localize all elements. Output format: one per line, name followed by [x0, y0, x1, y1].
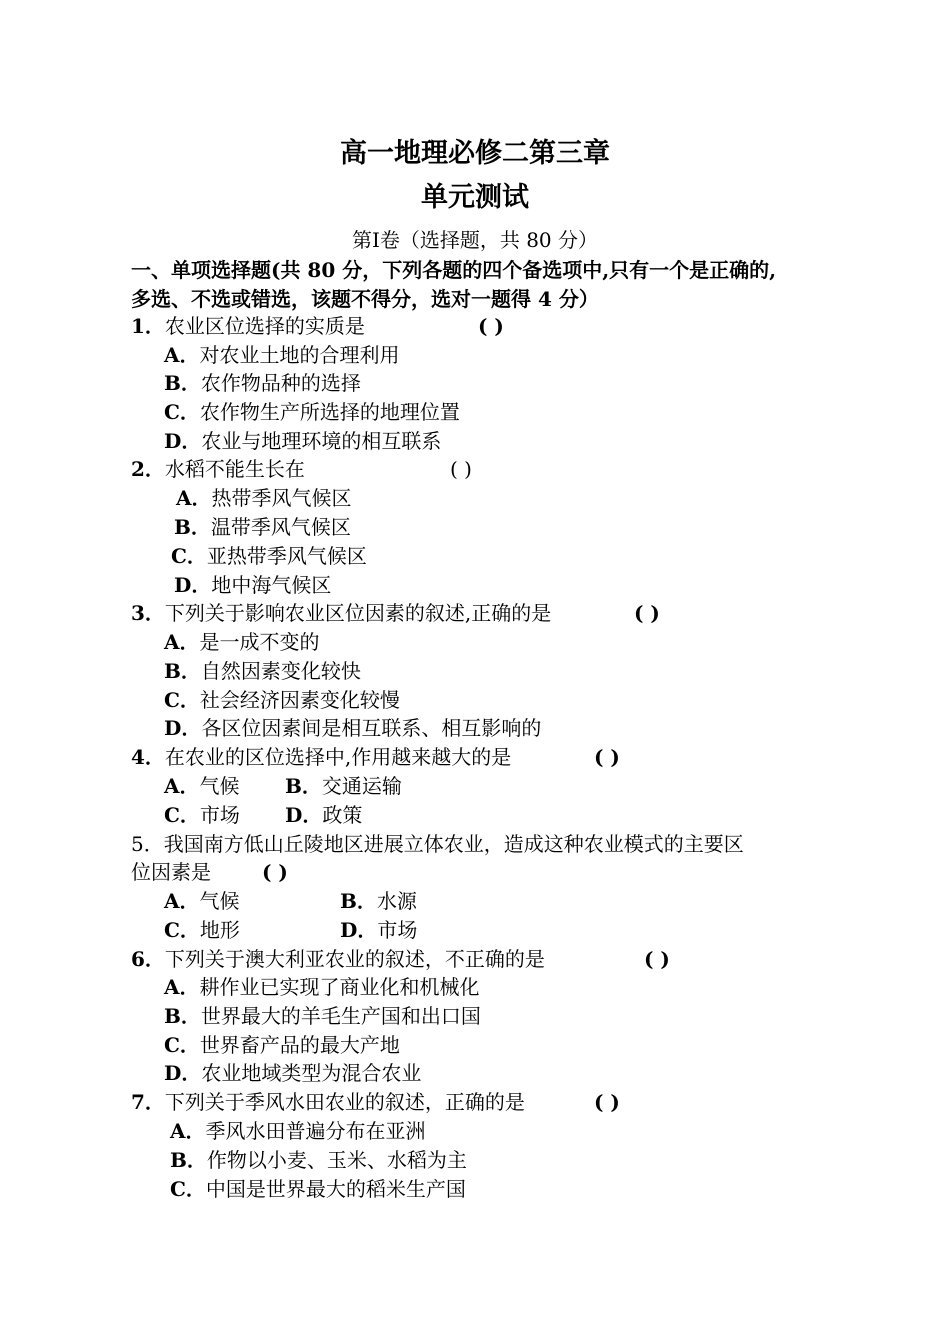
option-letter: A．: [164, 343, 200, 367]
option-letter: B．: [164, 659, 201, 683]
question-3: [131, 599, 551, 627]
question-stem: 农业区位选择的实质是: [164, 314, 365, 338]
option-a: [164, 628, 320, 656]
answer-blank: ( ): [644, 947, 670, 971]
option-b: [164, 369, 361, 397]
option-letter: D．: [285, 803, 323, 827]
option-c: [170, 1175, 466, 1203]
option-text: 农作物品种的选择: [200, 371, 361, 395]
option-text: 热带季风气候区: [211, 486, 352, 510]
option-a: [164, 887, 240, 915]
option-letter: D．: [164, 429, 202, 453]
section-instructions: 一、单项选择题(共 80 分，下列各题的四个备选项中,只有一个是正确的,: [131, 258, 777, 282]
question-number: 1．: [131, 314, 165, 338]
answer-blank: ( ): [594, 745, 620, 769]
option-text: 政策: [322, 803, 363, 827]
option-letter: D．: [164, 1061, 202, 1085]
question-stem: 下列关于澳大利亚农业的叙述，不正确的是: [164, 947, 545, 971]
option-letter: C．: [164, 1033, 200, 1057]
option-text: 气候: [199, 889, 240, 913]
option-a: [164, 772, 240, 800]
option-letter: D．: [164, 716, 202, 740]
answer-blank: ( ): [594, 1090, 620, 1114]
option-letter: B．: [170, 1148, 207, 1172]
option-c: [164, 398, 460, 426]
question-number: 4．: [131, 745, 165, 769]
option-letter: A．: [164, 630, 200, 654]
question-stem: 下列关于影响农业区位因素的叙述,正确的是: [164, 601, 552, 625]
option-text: 温带季风气候区: [210, 515, 351, 539]
option-text: 地形: [199, 918, 240, 942]
option-text: 农作物生产所选择的地理位置: [199, 400, 460, 424]
question-4: [131, 743, 511, 771]
option-letter: C．: [171, 544, 207, 568]
option-text: 社会经济因素变化较慢: [199, 688, 400, 712]
answer-blank: ( ): [450, 457, 472, 481]
option-a: [170, 1117, 426, 1145]
volume-label: 第Ⅰ卷（选择题，共 80 分）: [351, 228, 599, 252]
option-c: [164, 686, 400, 714]
option-d: [285, 801, 362, 829]
answer-blank: ( ): [262, 860, 288, 884]
option-c: [164, 1031, 400, 1059]
option-text: 作物以小麦、玉米、水稻为主: [206, 1148, 467, 1172]
option-c: [171, 542, 367, 570]
option-text: 世界畜产品的最大产地: [199, 1033, 400, 1057]
option-text: 对农业土地的合理利用: [199, 343, 400, 367]
option-d: [164, 427, 441, 455]
option-letter: A．: [164, 774, 200, 798]
option-d: [164, 1059, 421, 1087]
answer-blank: ( ): [478, 314, 504, 338]
option-letter: A．: [170, 1119, 206, 1143]
question-7: [131, 1088, 525, 1116]
question-number: 3．: [131, 601, 165, 625]
option-c: [164, 916, 240, 944]
question-5: 5．我国南方低山丘陵地区进展立体农业，造成这种农业模式的主要区: [131, 832, 744, 856]
option-letter: B．: [285, 774, 322, 798]
option-text: 水源: [376, 889, 417, 913]
question-2: [131, 455, 305, 483]
question-stem: 在农业的区位选择中,作用越来越大的是: [164, 745, 512, 769]
option-b: [340, 887, 417, 915]
option-letter: D．: [340, 918, 378, 942]
option-text: 农业与地理环境的相互联系: [201, 429, 442, 453]
option-text: 交通运输: [321, 774, 402, 798]
option-text: 自然因素变化较快: [200, 659, 361, 683]
option-letter: A．: [176, 486, 212, 510]
option-letter: C．: [164, 400, 200, 424]
option-b: [170, 1146, 467, 1174]
page-subtitle: 单元测试: [421, 182, 529, 213]
option-text: 市场: [377, 918, 418, 942]
option-text: 耕作业已实现了商业化和机械化: [199, 975, 480, 999]
option-text: 农业地域类型为混合农业: [201, 1061, 422, 1085]
option-letter: C．: [164, 918, 200, 942]
question-6: [131, 945, 545, 973]
option-letter: B．: [340, 889, 377, 913]
option-letter: C．: [164, 803, 200, 827]
question-1: [131, 312, 365, 340]
option-letter: C．: [170, 1177, 206, 1201]
option-text: 气候: [199, 774, 240, 798]
option-text: 世界最大的羊毛生产国和出口国: [200, 1004, 481, 1028]
option-c: [164, 801, 240, 829]
option-b: [174, 513, 351, 541]
option-a: [176, 484, 352, 512]
option-letter: C．: [164, 688, 200, 712]
option-a: [164, 341, 400, 369]
option-text: 亚热带季风气候区: [206, 544, 367, 568]
page-title: 高一地理必修二第三章: [340, 138, 610, 169]
option-a: [164, 973, 480, 1001]
option-text: 季风水田普遍分布在亚洲: [205, 1119, 426, 1143]
option-text: 中国是世界最大的稻米生产国: [205, 1177, 466, 1201]
question-5-cont: 位因素是: [131, 860, 211, 884]
question-stem: 水稻不能生长在: [164, 457, 305, 481]
option-letter: B．: [164, 371, 201, 395]
option-text: 各区位因素间是相互联系、相互影响的: [201, 716, 542, 740]
question-number: 6．: [131, 947, 165, 971]
option-text: 是一成不变的: [199, 630, 320, 654]
option-b: [164, 1002, 481, 1030]
option-text: 市场: [199, 803, 240, 827]
section-instructions-cont: 多选、不选或错选，该题不得分，选对一题得 4 分）: [131, 287, 599, 311]
question-number: 2．: [131, 457, 165, 481]
option-d: [340, 916, 417, 944]
option-letter: B．: [174, 515, 211, 539]
option-b: [285, 772, 402, 800]
question-number: 7．: [131, 1090, 165, 1114]
option-d: [174, 571, 331, 599]
option-letter: A．: [164, 975, 200, 999]
option-letter: B．: [164, 1004, 201, 1028]
option-text: 地中海气候区: [211, 573, 332, 597]
question-stem: 下列关于季风水田农业的叙述，正确的是: [164, 1090, 525, 1114]
option-d: [164, 714, 541, 742]
option-b: [164, 657, 361, 685]
option-letter: D．: [174, 573, 212, 597]
answer-blank: ( ): [634, 601, 660, 625]
option-letter: A．: [164, 889, 200, 913]
